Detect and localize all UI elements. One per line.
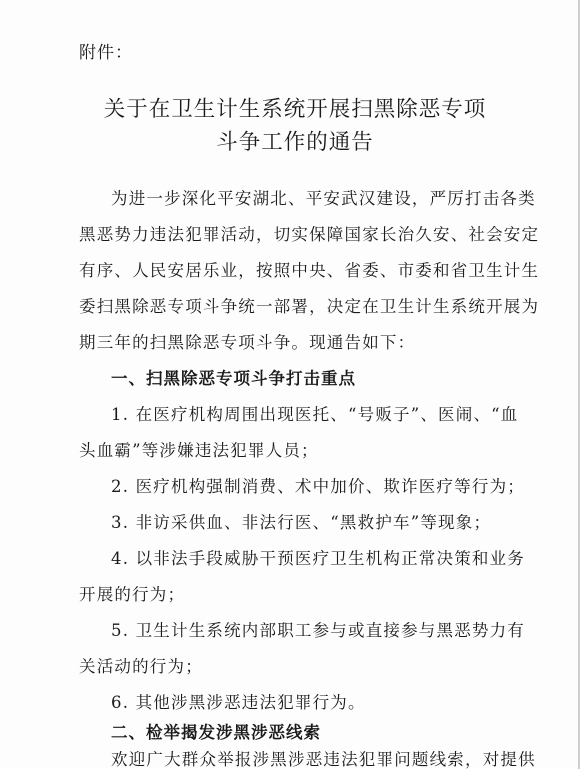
intro-line: 为进一步深化平安湖北、平安武汉建设，严厉打击各类 [111,189,536,208]
intro-line: 有序、人民安居乐业，按照中央、省委、市委和省卫生计生 [79,261,540,280]
list-item-continuation: 关活动的行为； [79,657,203,676]
document-title-line-1: 关于在卫生计生系统开展扫黑除恶专项 [103,97,487,122]
section-2-text: 欢迎广大群众举报涉黑涉恶违法犯罪问题线索，对提供 [111,750,536,769]
list-item: 3. 非访采供血、非法行医、“黑救护车”等现象； [111,513,492,532]
list-item: 2. 医疗机构强制消费、术中加价、欺诈医疗等行为； [111,477,525,496]
list-item: 4. 以非法手段威胁干预医疗卫生机构正常决策和业务 [111,549,525,568]
list-item: 6. 其他涉黑涉恶违法犯罪行为。 [111,693,366,712]
list-item-continuation: 头血霸”等涉嫌违法犯罪人员； [79,441,319,460]
intro-line: 黑恶势力违法犯罪活动，切实保障国家长治久安、社会安定 [79,225,540,244]
annex-label: 附件： [79,43,133,63]
list-item: 5. 卫生计生系统内部职工参与或直接参与黑恶势力有 [111,621,525,640]
list-item: 1. 在医疗机构周围出现医托、“号贩子”、医闹、“血 [111,405,519,424]
list-item-continuation: 开展的行为； [79,585,186,604]
document-title-line-2: 斗争工作的通告 [216,130,374,155]
intro-line: 委扫黑除恶专项斗争统一部署，决定在卫生计生系统开展为 [79,297,540,316]
section-heading-1: 一、扫黑除恶专项斗争打击重点 [111,369,356,388]
intro-line: 期三年的扫黑除恶专项斗争。现通告如下： [79,333,416,352]
section-heading-2: 二、检举揭发涉黑涉恶线索 [111,723,321,742]
